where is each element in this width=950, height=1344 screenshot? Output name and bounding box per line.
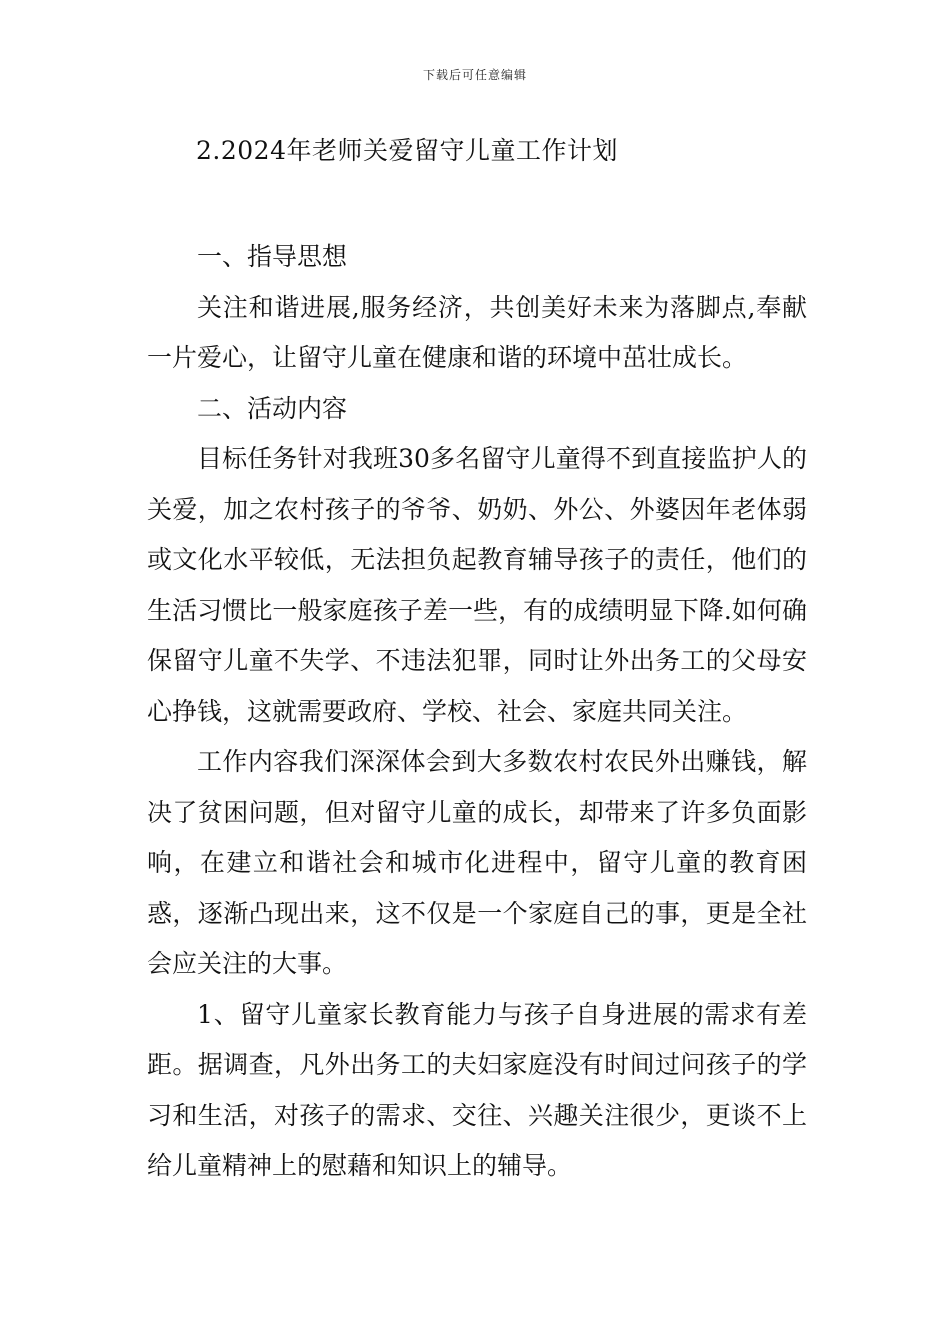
- document-body: [147, 232, 807, 1192]
- section-heading-guiding-ideology: 一、指导思想: [197, 242, 348, 271]
- header-note: 下载后可任意编辑: [422, 68, 527, 82]
- paragraph-target-task: 目标任务针对我班30多名留守儿童得不到直接监护人的关爱，加之农村孩子的爷爷、奶奶、外公、外婆因年老体弱或文化水平较低，无法担负起教育辅导孩子的责任，他们的生活习惯比一般家庭孩子差一些，有的成绩明显下降.如何确保留守儿童不失学、不违法犯罪，同时让外出务工的父母安心挣钱，这就需要政府、学校、社会、家庭共同关注。: [147, 444, 807, 726]
- section-heading-activity-content: 二、活动内容: [197, 393, 348, 423]
- paragraph-guiding-ideology: 关注和谐进展,服务经济，共创美好未来为落脚点,奉献一片爱心，让留守儿童在健康和谐的环境中茁壮成长。: [147, 292, 807, 372]
- paragraph-work-content: 工作内容我们深深体会到大多数农村农民外出赚钱，解决了贫困问题，但对留守儿童的成长，却带来了许多负面影响，在建立和谐社会和城市化进程中，留守儿童的教育困惑，逐渐凸现出来，这不仅是一个家庭自己的事，更是全社会应关注的大事。: [147, 747, 807, 978]
- paragraph-point-1: 1、留守儿童家长教育能力与孩子自身进展的需求有差距。据调查，凡外出务工的夫妇家庭没有时间过问孩子的学习和生活，对孩子的需求、交往、兴趣关注很少，更谈不上给儿童精神上的慰藉和知识上的辅导。: [147, 999, 807, 1180]
- document-title: 2.2024年老师关爱留守儿童工作计划: [196, 136, 618, 165]
